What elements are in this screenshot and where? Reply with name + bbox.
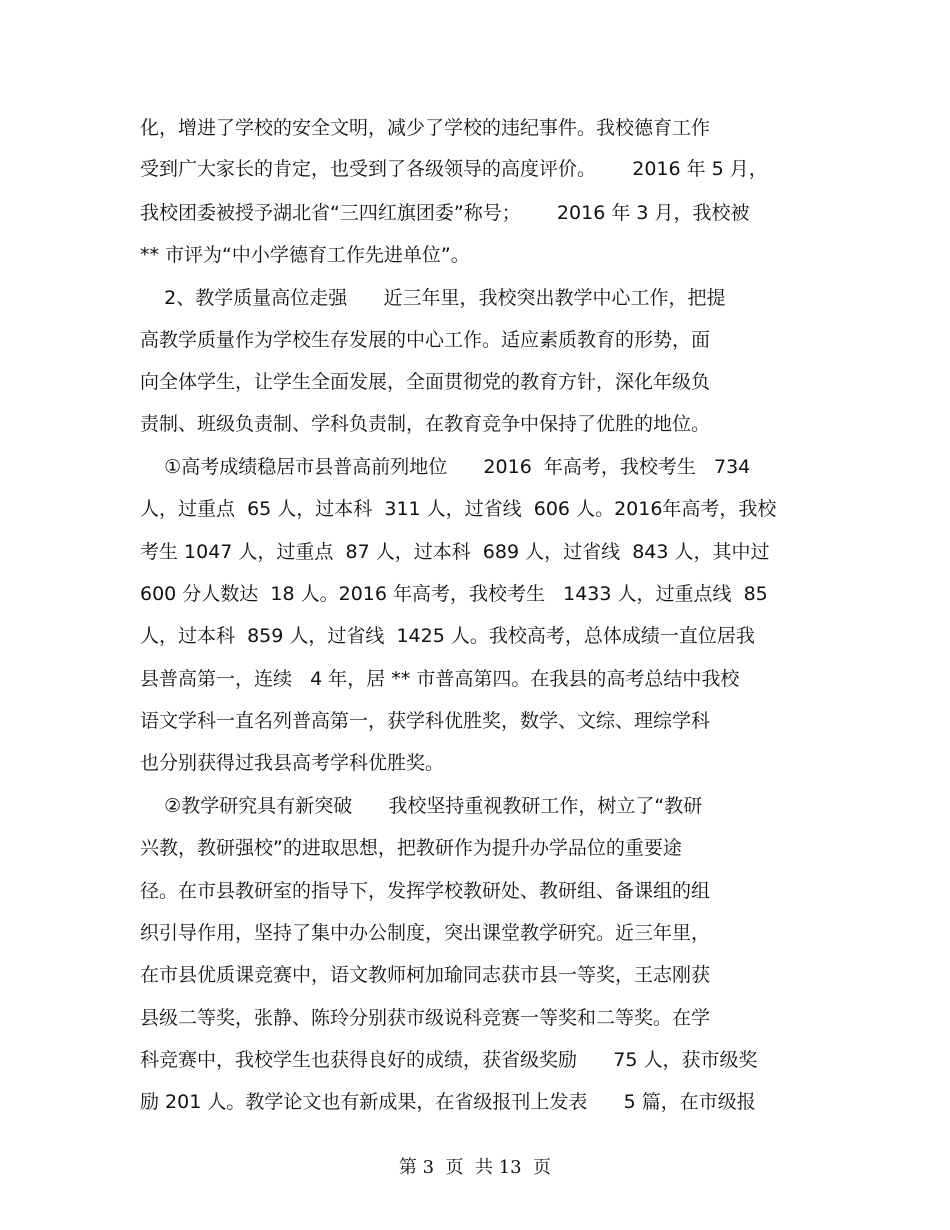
body-line: ** 市评为“中小学德育工作先进单位”。: [140, 244, 470, 266]
body-line: ②教学研究具有新突破 我校坚持重视教研工作，树立了“教研: [140, 795, 703, 817]
body-line: 径。在市县教研室的指导下，发挥学校教研处、教研组、备课组的组: [140, 880, 711, 902]
body-line: 受到广大家长的肯定，也受到了各级领导的高度评价。 2016 年 5 月，: [140, 158, 768, 180]
body-line: 也分别获得过我县高考学科优胜奖。: [140, 752, 445, 774]
body-line: 在市县优质课竞赛中，语文教师柯加瑜同志获市县一等奖，王志刚获: [140, 964, 711, 986]
body-line: 人，过本科 859 人，过省线 1425 人。我校高考，总体成绩一直位居我: [140, 625, 755, 647]
page-number-footer: 第 3 页 共 13 页: [398, 1157, 552, 1178]
body-line: 2、教学质量高位走强 近三年里，我校突出教学中心工作，把提: [140, 287, 726, 309]
body-line: 高教学质量作为学校生存发展的中心工作。适应素质教育的形势，面: [140, 329, 711, 351]
body-line: 兴教，教研强校”的进取思想，把教研作为提升办学品位的重要途: [140, 837, 682, 859]
body-line: 县级二等奖，张静、陈玲分别获市级说科竞赛一等奖和二等奖。在学: [140, 1007, 711, 1029]
body-line: 人，过重点 65 人，过本科 311 人，过省线 606 人。2016年高考，我校: [140, 498, 777, 520]
body-line: 化，增进了学校的安全文明，减少了学校的违纪事件。我校德育工作: [140, 117, 711, 139]
body-line: 考生 1047 人，过重点 87 人，过本科 689 人，过省线 843 人，其中过: [140, 541, 770, 563]
body-line: 语文学科一直名列普高第一，获学科优胜奖，数学、文综、理综学科: [140, 710, 711, 732]
body-line: 责制、班级负责制、学科负责制，在教育竞争中保持了优胜的地位。: [140, 413, 711, 435]
body-line: 励 201 人。教学论文也有新成果，在省级报刊上发表 5 篇，在市级报: [140, 1091, 756, 1113]
body-line: 织引导作用，坚持了集中办公制度，突出课堂教学研究。近三年里，: [140, 922, 711, 944]
body-line: 科竞赛中，我校学生也获得良好的成绩，获省级奖励 75 人，获市级奖: [140, 1049, 758, 1071]
body-line: 向全体学生，让学生全面发展，全面贯彻党的教育方针，深化年级负: [140, 371, 711, 393]
body-line: ①高考成绩稳居市县普高前列地位 2016 年高考，我校考生 734: [140, 456, 751, 478]
body-line: 我校团委被授予湖北省“三四红旗团委”称号； 2016 年 3 月，我校被: [140, 202, 750, 224]
body-line: 县普高第一，连续 4 年，居 ** 市普高第四。在我县的高考总结中我校: [140, 668, 740, 690]
body-line: 600 分人数达 18 人。2016 年高考，我校考生 1433 人，过重点线 85: [140, 583, 768, 605]
